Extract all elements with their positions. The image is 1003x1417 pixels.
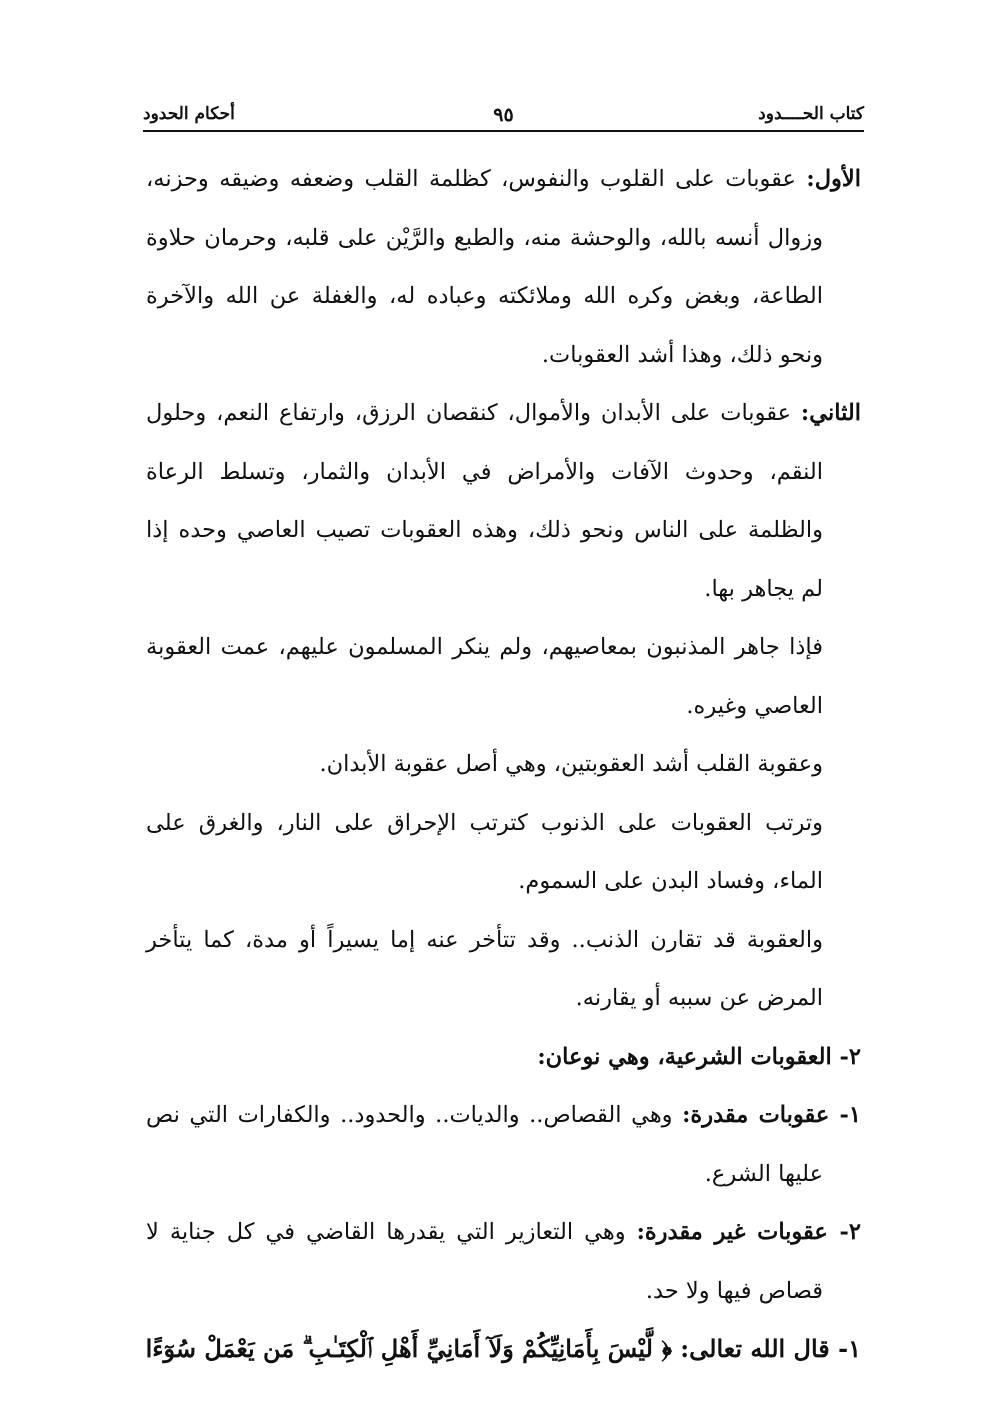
header-divider xyxy=(143,130,864,132)
paragraph-first-type xyxy=(146,150,861,384)
list-item-unfixed-punishments xyxy=(146,1203,861,1320)
quran-citation-line xyxy=(146,1320,861,1379)
quran-verse: ﴿ لَّيْسَ بِأَمَانِيِّكُمْ وَلَآ أَمَانِيِّ أَهْلِ ٱلْكِتَـٰبِ ۗ مَن يَعْمَلْ سُوٓءًا xyxy=(145,1334,672,1363)
paragraph-heart-punishment xyxy=(146,735,861,794)
running-header xyxy=(143,98,864,132)
list-item-text: وهي التعازير التي يقدرها القاضي في كل جناية لا قصاص فيها ولا حد. xyxy=(146,1219,823,1304)
paragraph-text: عقوبات على الأبدان والأموال، كنقصان الرزق، وارتفاع النعم، وحلول النقم، وحدوث الآفات والأمراض في الأبدان والثمار، وتسلط الرعاة والظلمة على الناس ونحو ذلك، وهذه العقوبات تصيب العاصي وحده إذا لم يجاهر بها. xyxy=(146,400,823,602)
paragraph-text: والعقوبة قد تقارن الذنب.. وقد تتأخر عنه إما يسيراً أو مدة، كما يتأخر المرض عن سببه أو يقارنه. xyxy=(146,926,823,1011)
paragraph-text: فإذا جاهر المذنبون بمعاصيهم، ولم ينكر المسلمون عليهم، عمت العقوبة العاصي وغيره. xyxy=(146,634,823,719)
paragraph-public-sin xyxy=(146,618,861,735)
paragraph-lead: الأول: xyxy=(806,166,861,192)
citation-prefix: ١- قال الله تعالى: xyxy=(671,1334,861,1363)
book-title: كتاب الحــــدود xyxy=(758,104,864,124)
chapter-title: أحكام الحدود xyxy=(143,104,235,124)
paragraph-second-type xyxy=(146,384,861,618)
paragraph-lead: الثاني: xyxy=(800,400,861,426)
list-item-lead: ١- عقوبات مقدرة: xyxy=(682,1102,861,1128)
paragraph-timing xyxy=(146,911,861,1028)
list-item-text: وهي القصاص.. والديات.. والحدود.. والكفارات التي نص عليها الشرع. xyxy=(146,1102,823,1187)
section-heading-legal-punishments xyxy=(146,1028,861,1087)
paragraph-text: وعقوبة القلب أشد العقوبتين، وهي أصل عقوبة الأبدان. xyxy=(319,751,823,777)
list-item-lead: ٢- عقوبات غير مقدرة: xyxy=(636,1219,861,1245)
page-number: ٩٥ xyxy=(493,104,514,126)
list-item-fixed-punishments xyxy=(146,1086,861,1203)
paragraph-consequence-order xyxy=(146,794,861,911)
section-heading: ٢- العقوبات الشرعية، وهي نوعان: xyxy=(537,1043,861,1070)
page-body xyxy=(146,150,861,1379)
paragraph-text: عقوبات على القلوب والنفوس، كظلمة القلب وضعفه وضيقه وحزنه، وزوال أنسه بالله، والوحشة منه، والطبع والرَّيْن على قلبه، وحرمان حلاوة الطاعة، وبغض وكره الله وملائكته وعباده له، والغفلة عن الله والآخرة ونحو ذلك، وهذا أشد العقوبات. xyxy=(146,166,823,368)
paragraph-text: وترتب العقوبات على الذنوب كترتب الإحراق على النار، والغرق على الماء، وفساد البدن على السموم. xyxy=(146,809,823,894)
